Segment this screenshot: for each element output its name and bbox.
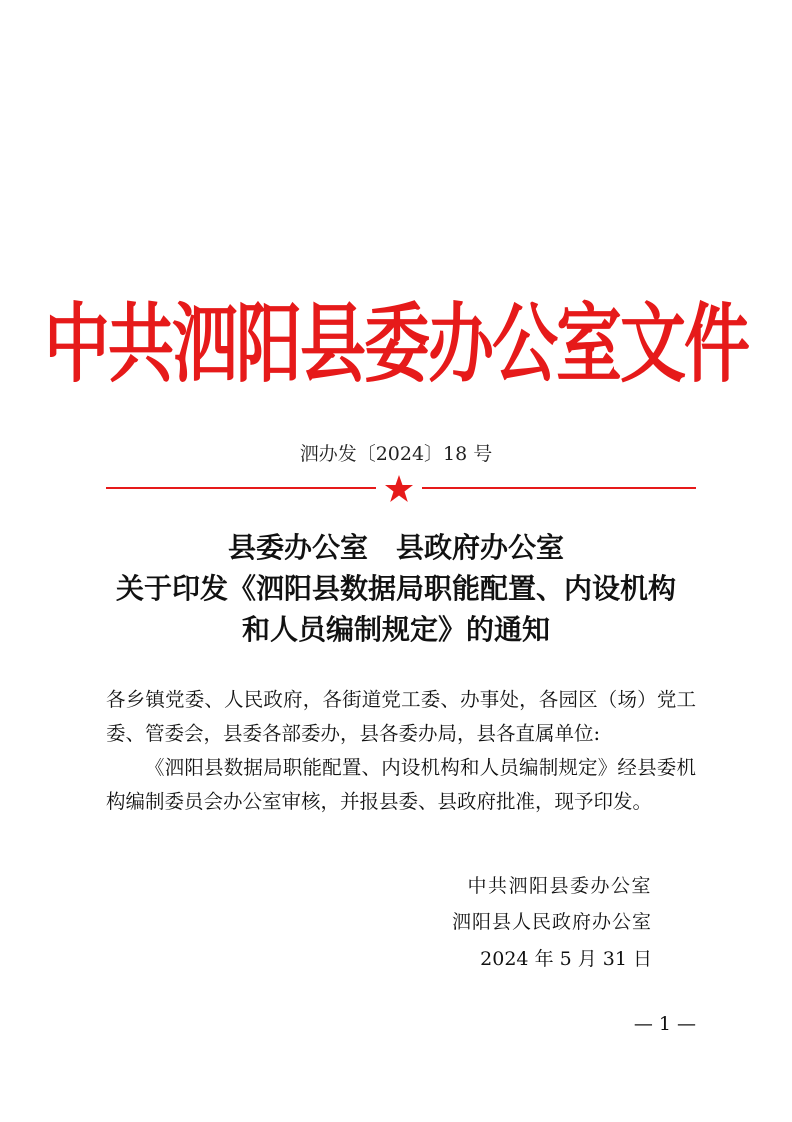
divider-line-left (106, 487, 376, 489)
signature-org-1: 中共泗阳县委办公室 (467, 875, 652, 897)
page-number: — 1 — (633, 1013, 696, 1035)
divider-line-right (422, 487, 696, 489)
title-line-2: 关于印发《泗阳县数据局职能配置、内设机构 (115, 572, 676, 605)
signature-date: 2024 年 5 月 31 日 (480, 948, 652, 970)
signature-org-2: 泗阳县人民政府办公室 (451, 911, 652, 933)
notice-body (106, 683, 696, 819)
star-icon (384, 474, 414, 504)
title-line-1: 县委办公室 县政府办公室 (227, 531, 564, 564)
title-line-3: 和人员编制规定》的通知 (241, 613, 550, 646)
notice-title (40, 527, 752, 650)
red-divider (106, 474, 696, 504)
masthead-title: 中共泗阳县委办公室文件 (44, 292, 748, 395)
document-number: 泗办发〔2024〕18 号 (299, 443, 493, 465)
addressees: 各乡镇党委、人民政府，各街道党工委、办事处，各园区（场）党工委、管委会，县委各部委办，县各委办局，县各直属单位: (106, 688, 696, 745)
body-paragraph: 《泗阳县数据局职能配置、内设机构和人员编制规定》经县委机构编制委员会办公室审核，并报县委、县政府批准，现予印发。 (106, 756, 696, 813)
